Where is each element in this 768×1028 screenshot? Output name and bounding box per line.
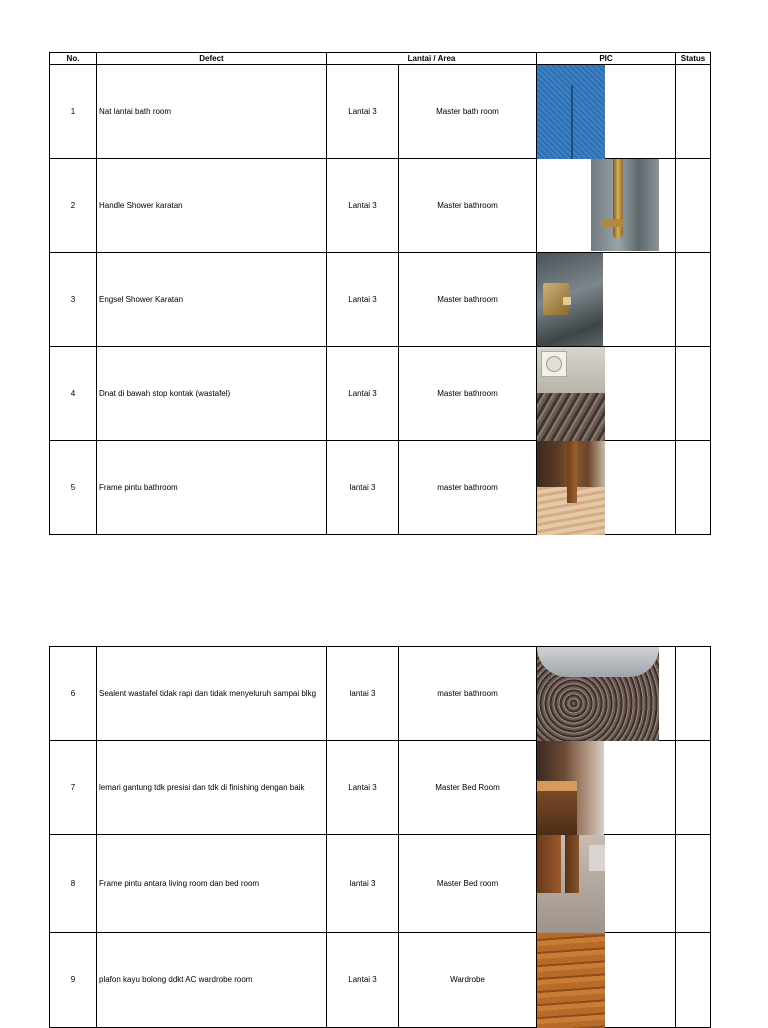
row-status [676, 347, 711, 441]
defect-photo [537, 65, 605, 159]
row-defect: lemari gantung tdk presisi dan tdk di finishing dengan baik [97, 741, 327, 835]
row-pic [537, 441, 676, 535]
row-status [676, 647, 711, 741]
row-no: 9 [50, 933, 97, 1028]
row-status [676, 835, 711, 933]
table-row [50, 65, 711, 159]
row-no: 3 [50, 253, 97, 347]
row-defect: Frame pintu antara living room dan bed room [97, 835, 327, 933]
defect-photo [591, 159, 659, 251]
row-lantai: Lantai 3 [327, 65, 399, 159]
row-no: 2 [50, 159, 97, 253]
table-row [50, 835, 711, 933]
row-no: 1 [50, 65, 97, 159]
table-row [50, 159, 711, 253]
row-pic [537, 65, 676, 159]
row-status [676, 159, 711, 253]
row-no: 7 [50, 741, 97, 835]
table-header-row [50, 53, 711, 65]
row-status [676, 741, 711, 835]
row-lantai: Lantai 3 [327, 159, 399, 253]
row-area: Master Bed room [399, 835, 537, 933]
row-no: 5 [50, 441, 97, 535]
defect-photo [537, 835, 605, 933]
row-no: 8 [50, 835, 97, 933]
row-area: Master Bed Room [399, 741, 537, 835]
row-area: master bathroom [399, 441, 537, 535]
table-row [50, 741, 711, 835]
defect-table-page-2 [49, 646, 711, 1028]
row-area: Master bathroom [399, 159, 537, 253]
row-defect: Engsel Shower Karatan [97, 253, 327, 347]
row-defect: Nat lantai bath room [97, 65, 327, 159]
header-no: No. [50, 53, 97, 65]
row-lantai: lantai 3 [327, 441, 399, 535]
row-lantai: lantai 3 [327, 647, 399, 741]
row-area: Master bathroom [399, 253, 537, 347]
header-defect: Defect [97, 53, 327, 65]
defect-photo [537, 347, 605, 441]
row-defect: Frame pintu bathroom [97, 441, 327, 535]
row-defect: Dnat di bawah stop kontak (wastafel) [97, 347, 327, 441]
header-status: Status [676, 53, 711, 65]
row-defect: Sealent wastafel tidak rapi dan tidak menyeluruh sampai blkg [97, 647, 327, 741]
table-row [50, 647, 711, 741]
row-area: Master bath room [399, 65, 537, 159]
defect-table-page-1 [49, 52, 711, 535]
header-pic: PIC [537, 53, 676, 65]
row-lantai: Lantai 3 [327, 933, 399, 1028]
row-status [676, 933, 711, 1028]
row-area: master bathroom [399, 647, 537, 741]
row-pic [537, 253, 676, 347]
row-defect: Handle Shower karatan [97, 159, 327, 253]
defect-photo [537, 647, 659, 741]
row-status [676, 441, 711, 535]
row-lantai: lantai 3 [327, 835, 399, 933]
row-no: 4 [50, 347, 97, 441]
row-no: 6 [50, 647, 97, 741]
row-pic [537, 159, 676, 253]
row-pic [537, 835, 676, 933]
defect-photo [537, 253, 603, 346]
table-row [50, 347, 711, 441]
row-lantai: Lantai 3 [327, 347, 399, 441]
row-lantai: Lantai 3 [327, 741, 399, 835]
row-pic [537, 933, 676, 1028]
row-pic [537, 741, 676, 835]
table-row [50, 933, 711, 1028]
row-area: Master bathroom [399, 347, 537, 441]
row-lantai: Lantai 3 [327, 253, 399, 347]
row-area: Wardrobe [399, 933, 537, 1028]
row-status [676, 65, 711, 159]
row-pic [537, 347, 676, 441]
defect-photo [537, 441, 605, 535]
table-row [50, 441, 711, 535]
row-pic [537, 647, 676, 741]
row-status [676, 253, 711, 347]
row-defect: plafon kayu bolong ddkt AC wardrobe room [97, 933, 327, 1028]
defect-photo [537, 741, 604, 835]
table-row [50, 253, 711, 347]
defect-photo [537, 933, 605, 1028]
header-lantai-area: Lantai / Area [327, 53, 537, 65]
